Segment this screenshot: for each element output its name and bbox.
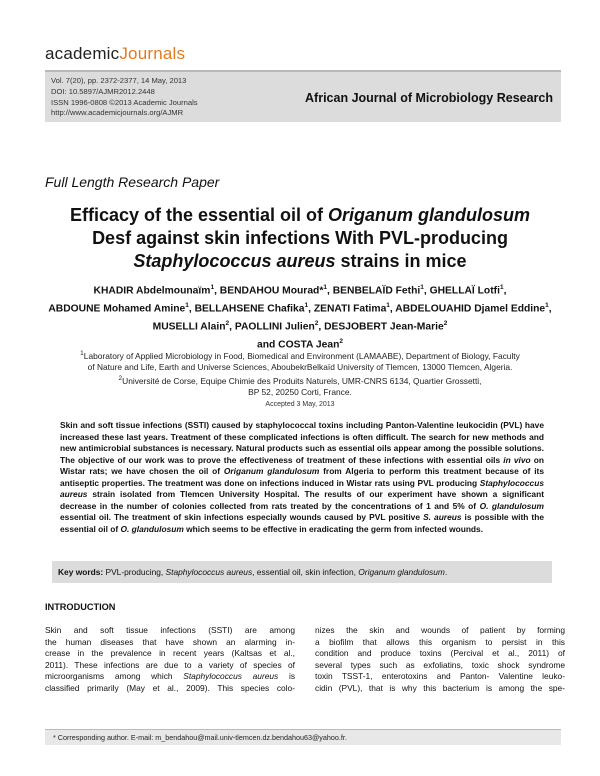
journal-url-link[interactable]: http://www.academicjournals.org/AJMR	[51, 108, 184, 118]
author: BELLAHSENE Chafika	[194, 303, 305, 315]
author: BENBELAÏD Fethi	[332, 285, 421, 297]
author: MUSELLI Alain	[152, 321, 226, 333]
intro-column-right: nizes the skin and wounds of patient by forming a biofilm that allows this organism to persist in this condition and produce toxins (Percival et al., 2011) of several types such as exfoliatins, toxic shock syndrome toxin TSST-1, enterotoxins and Panton- Valentine leuko- cidin (PVL), that is why this bacterium is among the spe-	[315, 625, 565, 693]
journal-logo: academicJournals	[45, 44, 186, 63]
paper-title: Efficacy of the essential oil of Origanum glandulosum Desf against skin infections With PVL-producing Staphylococcus aureus strains in mice	[69, 205, 531, 271]
author: ABDOUNE Mohamed Amine	[48, 303, 186, 315]
introduction-heading: INTRODUCTION	[45, 602, 116, 612]
author: BENDAHOU Mourad*	[219, 285, 324, 297]
author-list: KHADIR Abdelmounaïm$^1$, BENDAHOU Mourad*$^1$, BENBELAÏD Fethi$^1$, GHELLAÏ Lotfi$^1$, ABDOUNE Mohamed Amine$^1$, BELLAHSENE Chafika$^1$, ZENATI Fatima$^1$, ABDELOUAHID Djamel Eddine$^1$, MUSELLI Alain$^2$, PAOLLINI Julien$^2$, DESJOBERT Jean-Marie$^2$ and COSTA Jean$^2$	[48, 284, 552, 351]
author: COSTA Jean	[278, 339, 340, 351]
doi-line: DOI: 10.5897/AJMR2012.2448	[51, 86, 155, 96]
affiliations: $^1$Laboratory of Applied Microbiology in Food, Biomedical and Environment (LAMAABE), Department of Biology, Faculty of Nature and Life, Earth and Universe Sciences, AboubekrBelkaïd University of Tlemcen, 13000 Tlemcen, Algeria. $^2$Université de Corse, Equipe Chimie des Produits Naturels, UMR-CNRS 6134, Quartier Grossetti, BP 52, 20250 Corti, France.	[80, 350, 520, 398]
author: ZENATI Fatima	[313, 303, 387, 315]
corresponding-author-footnote: * Corresponding author. E-mail: m_bendahou@mail.univ-tlemcen.dz.bendahou63@yahoo.fr.	[45, 729, 561, 745]
intro-column-left: Skin and soft tissue infections (SSTI) are among the human diseases that have shown an alarming in- crease in the prevalence in recent years (Kaltsas et al., 2011). These infections are due to a variety of species of microorganisms among which Staphylococcus aureus is classified primarily (May et al., 2009). This species colo-	[45, 625, 296, 693]
journal-meta-details	[51, 76, 198, 119]
journal-meta-box	[45, 70, 561, 122]
accepted-date: Accepted 3 May, 2013	[265, 401, 335, 408]
author: GHELLAÏ Lotfi	[429, 285, 500, 297]
author: KHADIR Abdelmounaïm	[93, 285, 211, 297]
volume-line: Vol. 7(20), pp. 2372-2377, 14 May, 2013	[51, 76, 187, 85]
paper-type: Full Length Research Paper	[45, 174, 220, 190]
keywords-box: Key words: PVL-producing, Staphylococcus aureus, essential oil, skin infection, Origanum glandulosum.	[52, 561, 552, 583]
author: ABDELOUAHID Djamel Eddine	[395, 303, 546, 315]
journal-name: African Journal of Microbiology Research	[305, 91, 553, 105]
author: PAOLLINI Julien	[234, 321, 315, 333]
abstract: Skin and soft tissue infections (SSTI) caused by staphylococcal toxins including Panton-Valentine leukocidin (PVL) have increased these last years. Treatment of these complicated infections is often difficult. The search for new methods and new antimicrobial substances is necessary. Natural products such as essential oils appear among the possible solutions. The objective of our work was to prove the effectiveness of treatment of these infections with essential oils in vivo on Wistar rats; we have chosen the oil of Origanum glandulosum from Algeria to perform this treatment because of its antiseptic properties. The treatment was done on infections induced in Wistar rats using PVL producing Staphylococcus aureus strain isolated from Tlemcen University Hospital. The results of our experiment have shown a significant decrease in the number of colonies collected from rats treated by the concentrations of 1 and 5% of O. glandulosum essential oil. The treatment of skin infections especially wounds caused by PVL positive S. aureus is possible with the essential oil of O. glandulosum which seems to be effective in eradicating the germ from infected wounds.	[60, 420, 545, 534]
issn-line: ISSN 1996-0808 ©2013 Academic Journals	[51, 97, 198, 107]
author: DESJOBERT Jean-Marie	[324, 321, 444, 333]
keywords-label: Key words:	[58, 567, 104, 577]
